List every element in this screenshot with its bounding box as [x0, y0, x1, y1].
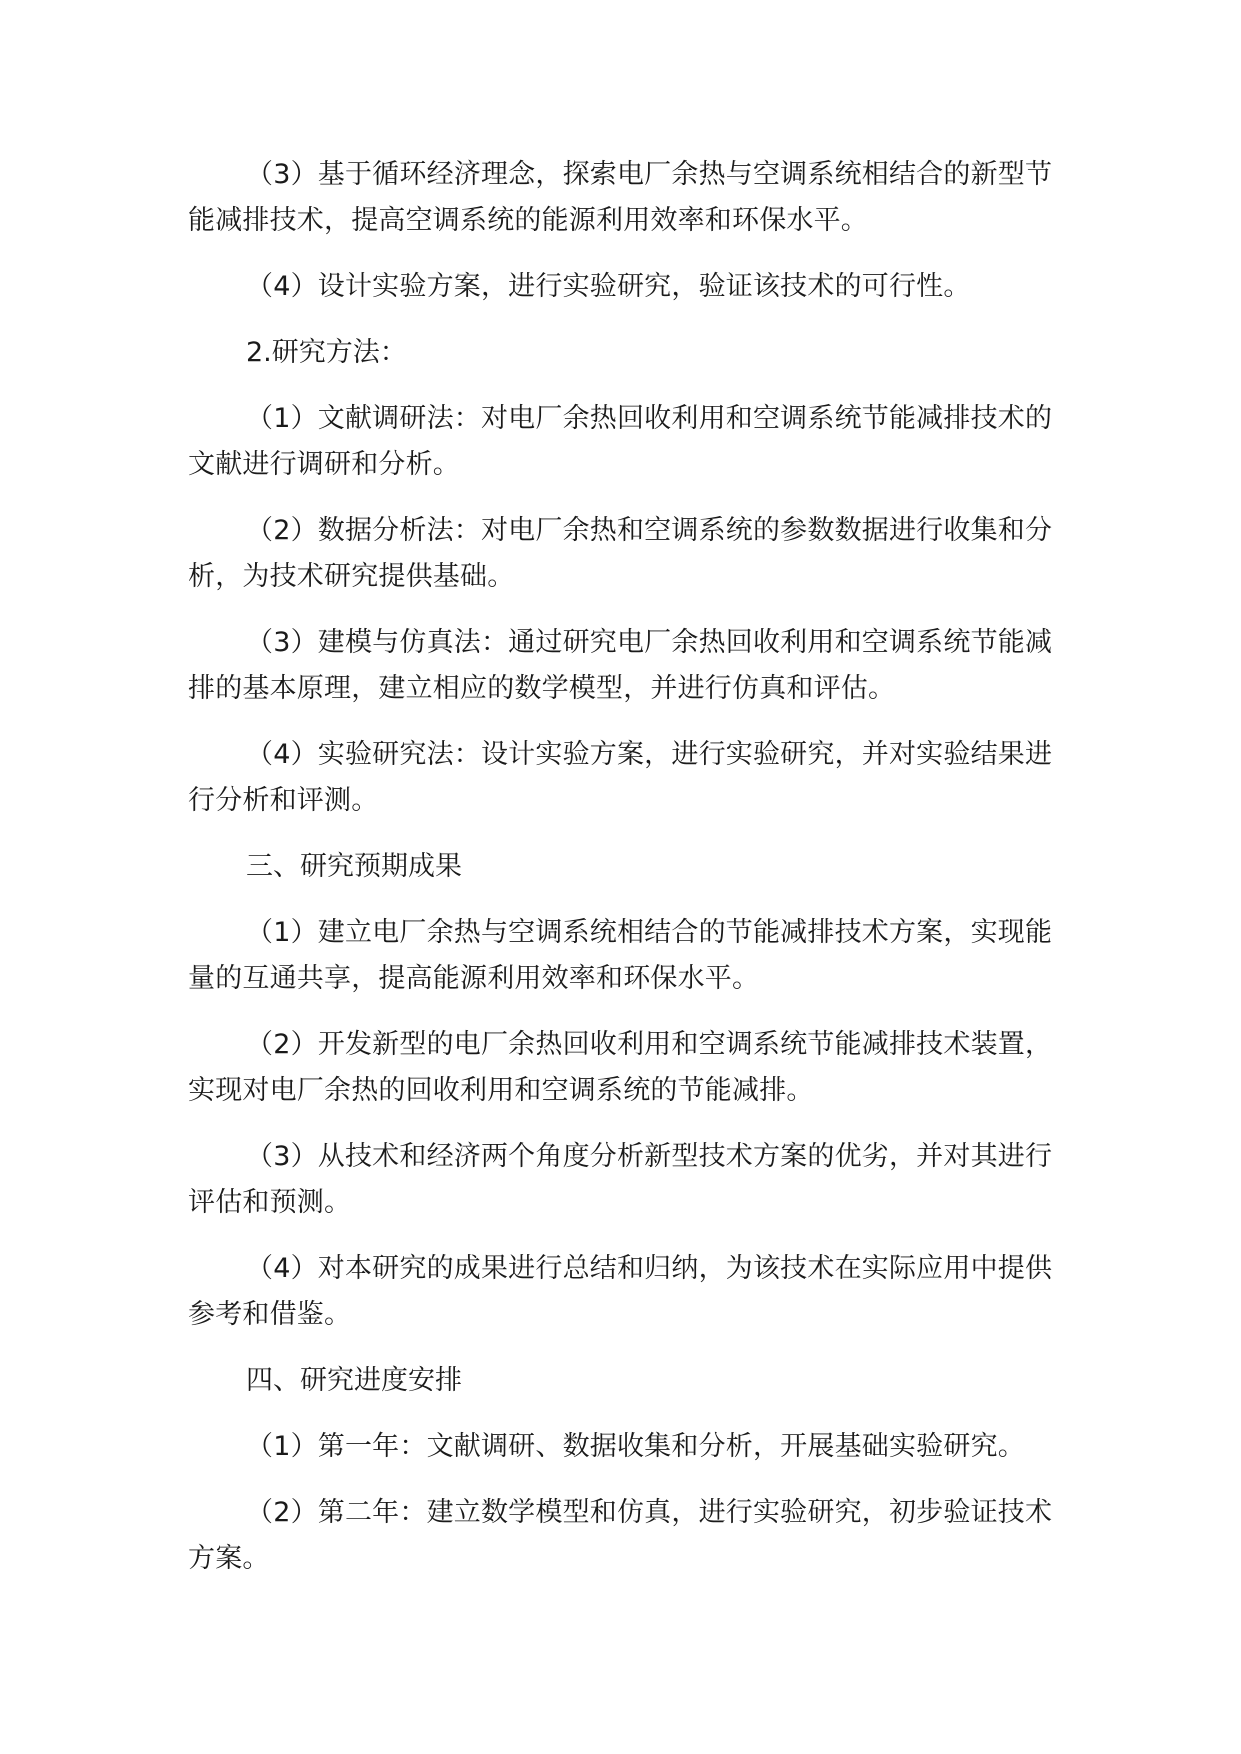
paragraph-objective-3: （3）基于循环经济理念，探索电厂余热与空调系统相结合的新型节能减排技术，提高空调系统的能源利用效率和环保水平。 — [188, 159, 1053, 236]
section-heading-research-methods: 2.研究方法： — [246, 337, 407, 368]
paragraph-schedule-2: （2）第二年：建立数学模型和仿真，进行实验研究，初步验证技术方案。 — [188, 1497, 1053, 1574]
paragraph-result-1: （1）建立电厂余热与空调系统相结合的节能减排技术方案，实现能量的互通共享，提高能源利用效率和环保水平。 — [188, 917, 1053, 994]
paragraph-method-1: （1）文献调研法：对电厂余热回收利用和空调系统节能减排技术的文献进行调研和分析。 — [188, 403, 1053, 480]
document-body — [188, 152, 1053, 1602]
paragraph-result-4: （4）对本研究的成果进行总结和归纳，为该技术在实际应用中提供参考和借鉴。 — [188, 1253, 1053, 1330]
section-heading-expected-results: 三、研究预期成果 — [246, 851, 462, 882]
paragraph-schedule-1: （1）第一年：文献调研、数据收集和分析，开展基础实验研究。 — [246, 1431, 1025, 1462]
paragraph-method-3: （3）建模与仿真法：通过研究电厂余热回收利用和空调系统节能减排的基本原理，建立相应的数学模型，并进行仿真和评估。 — [188, 627, 1053, 704]
paragraph-objective-4: （4）设计实验方案，进行实验研究，验证该技术的可行性。 — [246, 271, 971, 302]
paragraph-result-3: （3）从技术和经济两个角度分析新型技术方案的优劣，并对其进行评估和预测。 — [188, 1141, 1053, 1218]
paragraph-method-2: （2）数据分析法：对电厂余热和空调系统的参数数据进行收集和分析，为技术研究提供基础。 — [188, 515, 1053, 592]
section-heading-schedule: 四、研究进度安排 — [246, 1365, 462, 1396]
paragraph-method-4: （4）实验研究法：设计实验方案，进行实验研究，并对实验结果进行分析和评测。 — [188, 739, 1053, 816]
paragraph-result-2: （2）开发新型的电厂余热回收利用和空调系统节能减排技术装置，实现对电厂余热的回收利用和空调系统的节能减排。 — [188, 1029, 1053, 1106]
